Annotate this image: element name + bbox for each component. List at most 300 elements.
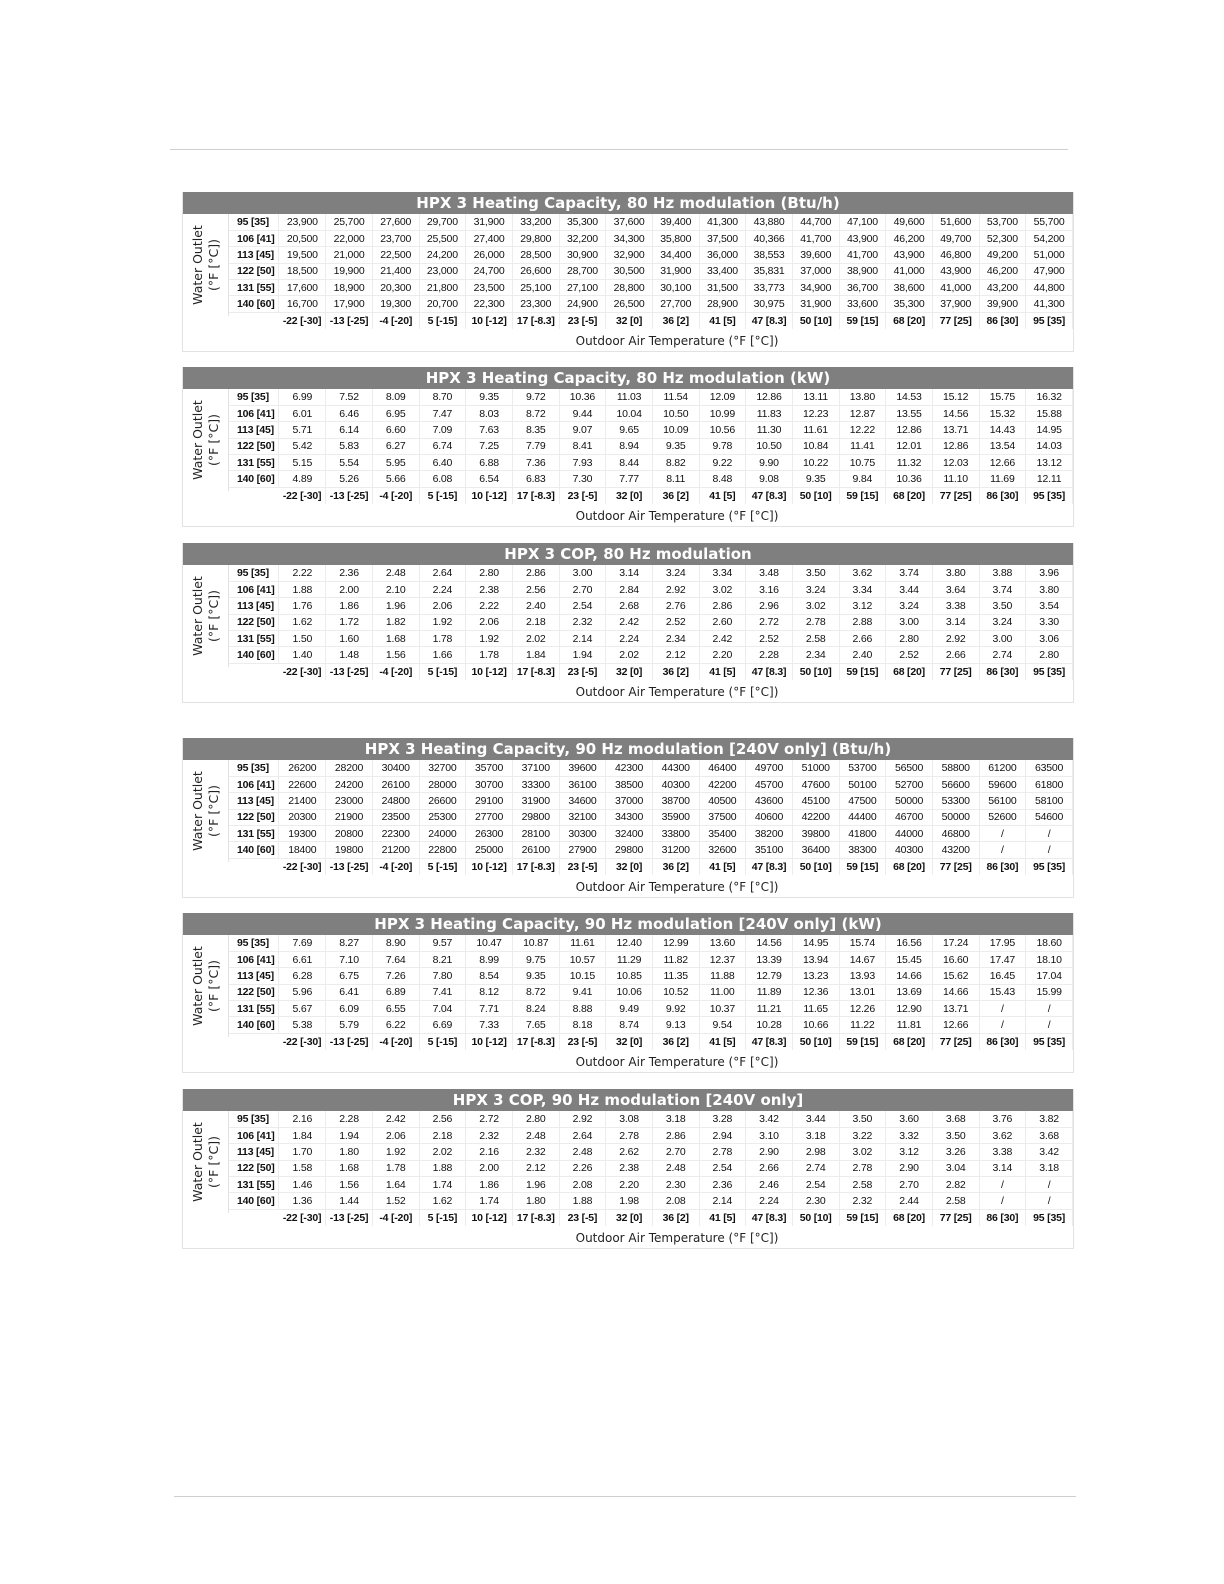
table-row	[229, 760, 1073, 776]
row-label: 131 [55]	[229, 1001, 279, 1017]
table-title: HPX 3 Heating Capacity, 90 Hz modulation [240V only] (Btu/h)	[183, 738, 1073, 760]
data-cell: 11.22	[839, 1017, 886, 1033]
data-cell: 1.86	[326, 598, 373, 614]
data-cell: 2.70	[652, 1144, 699, 1160]
data-cell: 20,500	[279, 230, 326, 246]
data-cell: 9.35	[512, 968, 559, 984]
data-cell: 3.08	[606, 1111, 653, 1127]
data-cell: 5.71	[279, 422, 326, 438]
data-cell: 10.50	[746, 438, 793, 454]
column-label: 23 [-5]	[559, 312, 606, 328]
column-label: 23 [-5]	[559, 487, 606, 503]
data-cell: 1.84	[279, 1127, 326, 1143]
table-row	[229, 631, 1073, 647]
data-cell: 2.22	[279, 565, 326, 581]
data-cell: 49,200	[979, 247, 1026, 263]
column-axis-label: Outdoor Air Temperature (°F [°C])	[575, 509, 779, 523]
data-cell: 12.11	[1026, 471, 1073, 487]
column-label: 5 [-15]	[419, 858, 466, 874]
data-cell: 6.99	[279, 389, 326, 405]
data-cell: 30300	[559, 826, 606, 842]
data-cell: 2.58	[792, 631, 839, 647]
data-cell: 1.88	[559, 1193, 606, 1209]
data-cell: 33,773	[746, 280, 793, 296]
data-cell: 13.80	[839, 389, 886, 405]
data-cell: 1.62	[279, 614, 326, 630]
data-cell: 3.50	[932, 1127, 979, 1143]
data-cell: 35,300	[559, 214, 606, 230]
data-cell: 8.90	[372, 935, 419, 951]
data-cell: 2.40	[512, 598, 559, 614]
corner-cell	[229, 1209, 279, 1225]
data-cell: 1.84	[512, 647, 559, 663]
data-cell: 2.52	[652, 614, 699, 630]
data-cell: 2.02	[606, 647, 653, 663]
data-cell: 3.34	[839, 581, 886, 597]
data-cell: 26600	[419, 793, 466, 809]
data-cell: 55,700	[1026, 214, 1073, 230]
data-cell: 12.22	[839, 422, 886, 438]
data-cell: 2.34	[792, 647, 839, 663]
row-axis-line1: Water Outlet	[190, 225, 205, 305]
data-cell: 34,900	[792, 280, 839, 296]
data-cell: 8.48	[699, 471, 746, 487]
table-row	[229, 776, 1073, 792]
data-cell: 2.56	[419, 1111, 466, 1127]
data-cell: 2.90	[746, 1144, 793, 1160]
data-cell: 9.41	[559, 984, 606, 1000]
row-axis-label	[183, 214, 229, 316]
data-cell: 10.47	[466, 935, 513, 951]
data-cell: 15.12	[932, 389, 979, 405]
column-header-row	[229, 312, 1073, 328]
data-cell: 3.42	[1026, 1144, 1073, 1160]
table-body	[183, 935, 1073, 1073]
data-cell: 3.24	[979, 614, 1026, 630]
data-cell: 3.82	[1026, 1111, 1073, 1127]
data-cell: 11.00	[699, 984, 746, 1000]
data-cell: 6.55	[372, 1001, 419, 1017]
table-row	[229, 1144, 1073, 1160]
data-cell: 3.28	[699, 1111, 746, 1127]
column-label: 86 [30]	[979, 858, 1026, 874]
column-header-row	[229, 487, 1073, 503]
column-label: -13 [-25]	[326, 487, 373, 503]
table-row	[229, 230, 1073, 246]
data-cell: 3.38	[932, 598, 979, 614]
data-cell: 1.98	[606, 1193, 653, 1209]
data-cell: 40600	[746, 809, 793, 825]
data-cell: 17,900	[326, 296, 373, 312]
data-cell: 39,400	[652, 214, 699, 230]
row-axis-text	[190, 400, 222, 480]
data-cell: 47600	[792, 776, 839, 792]
data-cell: 50100	[839, 776, 886, 792]
data-cell: 6.46	[326, 405, 373, 421]
data-cell: 32400	[606, 826, 653, 842]
data-cell: 2.14	[699, 1193, 746, 1209]
data-cell: 13.69	[886, 984, 933, 1000]
column-label: 41 [5]	[699, 1033, 746, 1049]
data-cell: 1.72	[326, 614, 373, 630]
data-cell: 6.69	[419, 1017, 466, 1033]
data-cell: 11.81	[886, 1017, 933, 1033]
data-cell: 44,800	[1026, 280, 1073, 296]
data-cell: /	[979, 826, 1026, 842]
row-label: 106 [41]	[229, 776, 279, 792]
data-cell: 8.94	[606, 438, 653, 454]
column-label: 86 [30]	[979, 487, 1026, 503]
table-row	[229, 935, 1073, 951]
data-cell: 11.54	[652, 389, 699, 405]
data-cell: 1.70	[279, 1144, 326, 1160]
column-label: 77 [25]	[932, 858, 979, 874]
data-cell: 38700	[652, 793, 699, 809]
column-label: 47 [8.3]	[746, 1209, 793, 1225]
table-row	[229, 842, 1073, 858]
data-cell: 1.76	[279, 598, 326, 614]
row-label: 95 [35]	[229, 935, 279, 951]
data-cell: 1.74	[466, 1193, 513, 1209]
data-cell: 1.94	[326, 1127, 373, 1143]
data-cell: 2.60	[699, 614, 746, 630]
data-cell: 5.26	[326, 471, 373, 487]
data-cell: 10.52	[652, 984, 699, 1000]
row-label: 95 [35]	[229, 565, 279, 581]
table-row	[229, 1127, 1073, 1143]
data-cell: 38,553	[746, 247, 793, 263]
data-cell: /	[979, 1177, 1026, 1193]
column-label: 5 [-15]	[419, 1033, 466, 1049]
data-cell: 19,500	[279, 247, 326, 263]
data-cell: 2.44	[886, 1193, 933, 1209]
column-label: -13 [-25]	[326, 1033, 373, 1049]
column-label: 36 [2]	[652, 663, 699, 679]
data-cell: 9.65	[606, 422, 653, 438]
corner-cell	[229, 1033, 279, 1049]
data-cell: 28,500	[512, 247, 559, 263]
row-label: 131 [55]	[229, 826, 279, 842]
data-cell: 3.62	[839, 565, 886, 581]
table-title: HPX 3 COP, 80 Hz modulation	[183, 543, 1073, 565]
data-cell: 14.67	[839, 951, 886, 967]
column-label: 68 [20]	[886, 312, 933, 328]
column-label: 5 [-15]	[419, 312, 466, 328]
data-cell: 2.00	[326, 581, 373, 597]
data-cell: 11.65	[792, 1001, 839, 1017]
column-header-row	[229, 1209, 1073, 1225]
data-cell: 15.74	[839, 935, 886, 951]
table-row	[229, 581, 1073, 597]
data-cell: 3.26	[932, 1144, 979, 1160]
data-cell: 10.57	[559, 951, 606, 967]
data-cell: 5.42	[279, 438, 326, 454]
data-cell: 37,500	[699, 230, 746, 246]
column-label: -22 [-30]	[279, 1033, 326, 1049]
data-cell: 27,700	[652, 296, 699, 312]
data-cell: 1.96	[372, 598, 419, 614]
data-cell: 19,300	[372, 296, 419, 312]
data-cell: 9.49	[606, 1001, 653, 1017]
column-label: 47 [8.3]	[746, 663, 793, 679]
column-label: 50 [10]	[792, 312, 839, 328]
data-cell: 2.82	[932, 1177, 979, 1193]
performance-table	[182, 367, 1074, 527]
data-cell: 3.12	[839, 598, 886, 614]
data-cell: 10.36	[886, 471, 933, 487]
data-cell: 10.99	[699, 405, 746, 421]
table-body	[183, 214, 1073, 352]
data-cell: 13.94	[792, 951, 839, 967]
data-cell: 2.56	[512, 581, 559, 597]
data-cell: 20300	[279, 809, 326, 825]
data-cell: 2.36	[326, 565, 373, 581]
data-cell: 25,100	[512, 280, 559, 296]
data-cell: 39,900	[979, 296, 1026, 312]
data-cell: 1.40	[279, 647, 326, 663]
data-cell: 54600	[1026, 809, 1073, 825]
data-cell: 11.61	[792, 422, 839, 438]
data-cell: 7.77	[606, 471, 653, 487]
data-cell: 3.18	[792, 1127, 839, 1143]
data-cell: 2.78	[792, 614, 839, 630]
column-label: 36 [2]	[652, 312, 699, 328]
data-cell: 23500	[372, 809, 419, 825]
column-label: 86 [30]	[979, 312, 1026, 328]
data-cell: 1.56	[372, 647, 419, 663]
data-cell: /	[979, 1001, 1026, 1017]
column-label: 59 [15]	[839, 858, 886, 874]
row-label: 106 [41]	[229, 1127, 279, 1143]
data-cell: 3.14	[932, 614, 979, 630]
data-cell: 13.54	[979, 438, 1026, 454]
data-cell: 24200	[326, 776, 373, 792]
data-cell: 29,700	[419, 214, 466, 230]
data-cell: 8.09	[372, 389, 419, 405]
data-cell: 10.09	[652, 422, 699, 438]
data-cell: 3.50	[839, 1111, 886, 1127]
column-label: 41 [5]	[699, 663, 746, 679]
row-label: 106 [41]	[229, 405, 279, 421]
column-label: 41 [5]	[699, 487, 746, 503]
column-label: 47 [8.3]	[746, 487, 793, 503]
data-cell: 3.04	[932, 1160, 979, 1176]
data-cell: 2.64	[559, 1127, 606, 1143]
data-cell: 16.32	[1026, 389, 1073, 405]
row-axis-text	[190, 771, 222, 851]
data-cell: 42200	[699, 776, 746, 792]
performance-table	[182, 1089, 1074, 1249]
table-row	[229, 968, 1073, 984]
data-cell: 8.24	[512, 1001, 559, 1017]
column-label: -4 [-20]	[372, 663, 419, 679]
data-cell: 2.80	[512, 1111, 559, 1127]
data-cell: 11.83	[746, 405, 793, 421]
table-row	[229, 984, 1073, 1000]
column-label: 5 [-15]	[419, 663, 466, 679]
data-cell: 2.86	[652, 1127, 699, 1143]
data-cell: 1.60	[326, 631, 373, 647]
column-label: 36 [2]	[652, 1033, 699, 1049]
data-cell: 32600	[699, 842, 746, 858]
data-cell: 7.04	[419, 1001, 466, 1017]
data-cell: 11.30	[746, 422, 793, 438]
data-cell: 5.67	[279, 1001, 326, 1017]
column-label: 36 [2]	[652, 858, 699, 874]
data-cell: 15.43	[979, 984, 1026, 1000]
data-cell: 7.93	[559, 455, 606, 471]
data-cell: 2.72	[746, 614, 793, 630]
data-cell: 7.10	[326, 951, 373, 967]
column-label: 5 [-15]	[419, 487, 466, 503]
data-cell: 2.78	[839, 1160, 886, 1176]
data-cell: 3.38	[979, 1144, 1026, 1160]
data-cell: 35400	[699, 826, 746, 842]
data-cell: 3.80	[1026, 581, 1073, 597]
table-row	[229, 280, 1073, 296]
data-cell: 29800	[606, 842, 653, 858]
data-cell: 41800	[839, 826, 886, 842]
data-cell: 14.95	[1026, 422, 1073, 438]
data-cell: 2.74	[792, 1160, 839, 1176]
data-cell: 3.12	[886, 1144, 933, 1160]
data-cell: 11.88	[699, 968, 746, 984]
data-cell: 41,300	[699, 214, 746, 230]
data-cell: 11.61	[559, 935, 606, 951]
column-label: 32 [0]	[606, 487, 653, 503]
data-cell: 13.93	[839, 968, 886, 984]
data-cell: 2.86	[699, 598, 746, 614]
data-cell: 3.74	[886, 565, 933, 581]
data-cell: 21400	[279, 793, 326, 809]
table-row	[229, 1017, 1073, 1033]
data-cell: 58800	[932, 760, 979, 776]
data-cell: 17.24	[932, 935, 979, 951]
data-cell: 2.34	[652, 631, 699, 647]
data-cell: 47,900	[1026, 263, 1073, 279]
data-cell: 2.00	[466, 1160, 513, 1176]
data-cell: 2.54	[792, 1177, 839, 1193]
data-cell: 16,700	[279, 296, 326, 312]
table-row	[229, 1160, 1073, 1176]
data-cell: 7.71	[466, 1001, 513, 1017]
data-cell: 56100	[979, 793, 1026, 809]
data-cell: 1.68	[326, 1160, 373, 1176]
table-title: HPX 3 Heating Capacity, 90 Hz modulation [240V only] (kW)	[183, 913, 1073, 935]
data-cell: 2.24	[419, 581, 466, 597]
data-cell: 35,800	[652, 230, 699, 246]
data-cell: 3.24	[792, 581, 839, 597]
data-cell: 14.56	[932, 405, 979, 421]
data-cell: 21200	[372, 842, 419, 858]
data-cell: 11.32	[886, 455, 933, 471]
data-cell: 2.30	[652, 1177, 699, 1193]
data-cell: 12.86	[932, 438, 979, 454]
data-cell: 3.50	[979, 598, 1026, 614]
data-cell: 11.10	[932, 471, 979, 487]
data-cell: 27,600	[372, 214, 419, 230]
table-row	[229, 422, 1073, 438]
data-cell: 14.66	[932, 984, 979, 1000]
data-cell: 32,900	[606, 247, 653, 263]
data-cell: 9.90	[746, 455, 793, 471]
data-cell: 31,900	[792, 296, 839, 312]
data-cell: 3.14	[606, 565, 653, 581]
table-row	[229, 809, 1073, 825]
data-cell: 42300	[606, 760, 653, 776]
data-cell: 23,300	[512, 296, 559, 312]
column-label: 17 [-8.3]	[512, 1033, 559, 1049]
data-cell: 2.08	[652, 1193, 699, 1209]
column-label: 32 [0]	[606, 1033, 653, 1049]
data-cell: 19,900	[326, 263, 373, 279]
data-cell: 2.08	[559, 1177, 606, 1193]
data-cell: 40500	[699, 793, 746, 809]
table-row	[229, 389, 1073, 405]
data-cell: 41,700	[792, 230, 839, 246]
data-cell: 20,300	[372, 280, 419, 296]
data-cell: 50000	[886, 793, 933, 809]
column-label: -4 [-20]	[372, 1209, 419, 1225]
column-axis-label: Outdoor Air Temperature (°F [°C])	[575, 1231, 779, 1245]
table-row	[229, 1001, 1073, 1017]
column-label: 23 [-5]	[559, 1033, 606, 1049]
data-cell: 38300	[839, 842, 886, 858]
data-cell: 2.16	[466, 1144, 513, 1160]
data-cell: 1.78	[419, 631, 466, 647]
performance-table	[182, 738, 1074, 898]
corner-cell	[229, 487, 279, 503]
table-row	[229, 793, 1073, 809]
data-cell: 37,000	[792, 263, 839, 279]
data-cell: 3.44	[886, 581, 933, 597]
table-row	[229, 471, 1073, 487]
data-cell: 13.12	[1026, 455, 1073, 471]
column-label: 17 [-8.3]	[512, 312, 559, 328]
data-cell: 2.52	[746, 631, 793, 647]
data-cell: 15.32	[979, 405, 1026, 421]
column-label: 68 [20]	[886, 1209, 933, 1225]
data-cell: 2.06	[372, 1127, 419, 1143]
column-label: -4 [-20]	[372, 1033, 419, 1049]
data-cell: 7.52	[326, 389, 373, 405]
column-label: -22 [-30]	[279, 858, 326, 874]
data-cell: 37500	[699, 809, 746, 825]
data-cell: 20,700	[419, 296, 466, 312]
data-cell: 11.03	[606, 389, 653, 405]
data-cell: 58100	[1026, 793, 1073, 809]
data-cell: 9.57	[419, 935, 466, 951]
data-cell: 31,900	[466, 214, 513, 230]
row-label: 113 [45]	[229, 422, 279, 438]
data-cell: 42200	[792, 809, 839, 825]
data-cell: 46700	[886, 809, 933, 825]
data-cell: 2.80	[1026, 647, 1073, 663]
header-rule	[170, 149, 1068, 150]
data-cell: 3.54	[1026, 598, 1073, 614]
data-cell: 10.87	[512, 935, 559, 951]
data-cell: 5.79	[326, 1017, 373, 1033]
data-cell: 46400	[699, 760, 746, 776]
data-cell: 3.16	[746, 581, 793, 597]
data-cell: 25000	[466, 842, 513, 858]
data-cell: 2.12	[512, 1160, 559, 1176]
data-cell: 2.92	[652, 581, 699, 597]
data-cell: 2.20	[606, 1177, 653, 1193]
data-cell: 2.78	[606, 1127, 653, 1143]
data-cell: 5.66	[372, 471, 419, 487]
data-cell: 54,200	[1026, 230, 1073, 246]
